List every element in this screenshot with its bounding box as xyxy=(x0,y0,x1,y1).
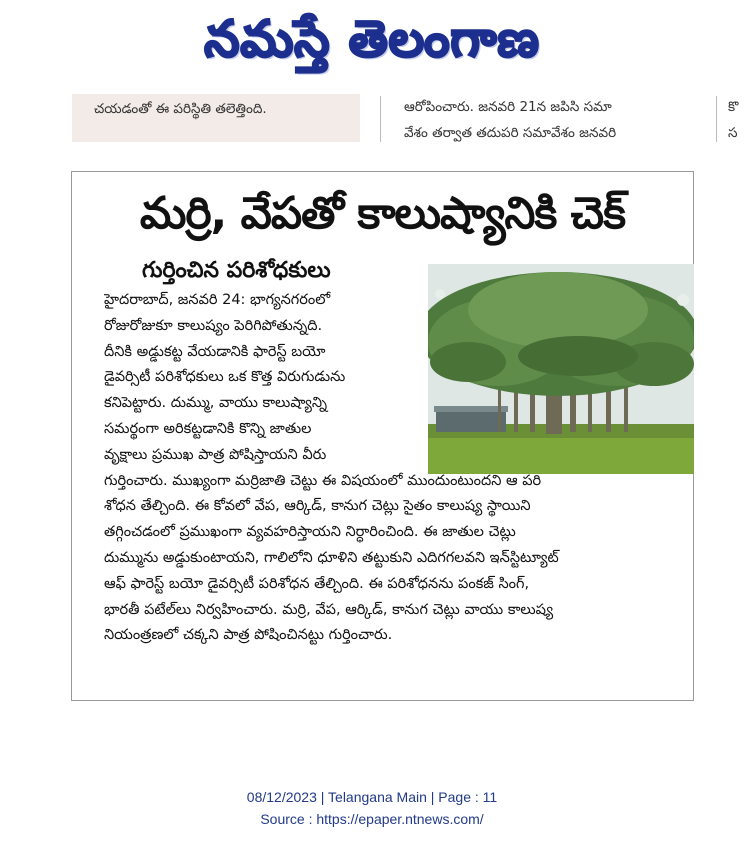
adjacent-article-fragment-right xyxy=(728,94,744,146)
edition-info: 08/12/2023 | Telangana Main | Page : 11 xyxy=(246,789,498,805)
news-article-clipping xyxy=(71,171,694,701)
body-line: దీనికి అడ్డుకట్ట వేయడానికి ఫారెస్ట్ బయో xyxy=(104,343,326,360)
adjacent-article-fragment-middle xyxy=(404,94,704,146)
fragment-line: స xyxy=(728,125,738,141)
body-line: డైవర్సిటీ పరిశోధకులు ఒక కొత్త విరుగుడును xyxy=(104,369,346,386)
article-body xyxy=(104,288,672,649)
body-line: హైదరాబాద్, జనవరి 24: భాగ్యనగరంలో xyxy=(104,292,331,308)
source-link[interactable]: Source : https://epaper.ntnews.com/ xyxy=(260,811,484,827)
body-line: వృక్షాలు ప్రముఖ పాత్ర పోషిస్తాయని వీరు xyxy=(104,446,327,463)
page-footer xyxy=(0,786,744,830)
body-line: భారతీ పటేల్‌లు నిర్వహించారు. మర్రి, వేప, ఆర్కిడ్, కానుగ చెట్లు వాయు కాలుష్య xyxy=(104,601,554,618)
newspaper-logo: నమస్తే తెలంగాణ xyxy=(204,10,540,68)
article-subheadline: గుర్తించిన పరిశోధకులు xyxy=(142,258,331,283)
body-line: శోధన తేల్చింది. ఈ కోవలో వేప, ఆర్కిడ్, కానుగ చెట్లు సైతం కాలుష్య స్థాయిని xyxy=(104,498,531,515)
column-divider xyxy=(380,96,381,142)
fragment-line: వేశం తర్వాత తదుపరి సమావేశం జనవరి xyxy=(404,125,617,141)
body-line: రోజురోజుకూ కాలుష్యం పెరిగిపోతున్నది. xyxy=(104,317,323,334)
body-line: కనిపెట్టారు. దుమ్ము, వాయు కాలుష్యాన్ని xyxy=(104,395,328,412)
body-line: ఆఫ్ ఫారెస్ట్ బయో డైవర్సిటీ పరిశోధన తేల్చింది. ఈ పరిశోధనను పంకజ్ సింగ్, xyxy=(104,575,530,592)
masthead xyxy=(0,0,744,80)
body-line: తగ్గించడంలో ప్రముఖంగా వ్యవహరిస్తాయని నిర్ధారించింది. ఈ జాతుల చెట్లు xyxy=(104,524,516,541)
body-line: నియంత్రణలో చక్కని పాత్ర పోషించినట్టు గుర్తించారు. xyxy=(104,627,393,644)
adjacent-article-fragment-left xyxy=(72,94,360,142)
fragment-line: చయడంతో ఈ పరిస్థితి తలెత్తింది. xyxy=(94,101,267,117)
body-line: సమర్థంగా అరికట్టడానికి కొన్ని జాతుల xyxy=(104,420,312,437)
body-line: దుమ్మును అడ్డుకుంటాయని, గాలిలోని ధూళిని తట్టుకుని ఎదిగగలవని ఇన్‌స్టిట్యూట్ xyxy=(104,549,559,566)
fragment-line: కొ xyxy=(728,99,739,115)
article-headline: మర్రి, వేపతో కాలుష్యానికి చెక్ xyxy=(139,188,626,239)
column-divider xyxy=(716,96,717,142)
body-line: గుర్తించారు. ముఖ్యంగా మర్రిజాతి చెట్టు ఈ విషయంలో ముందుంటుందని ఆ పరి xyxy=(104,472,542,489)
fragment-line: ఆరోపించారు. జనవరి 21న జపిసి సమా xyxy=(404,99,612,115)
